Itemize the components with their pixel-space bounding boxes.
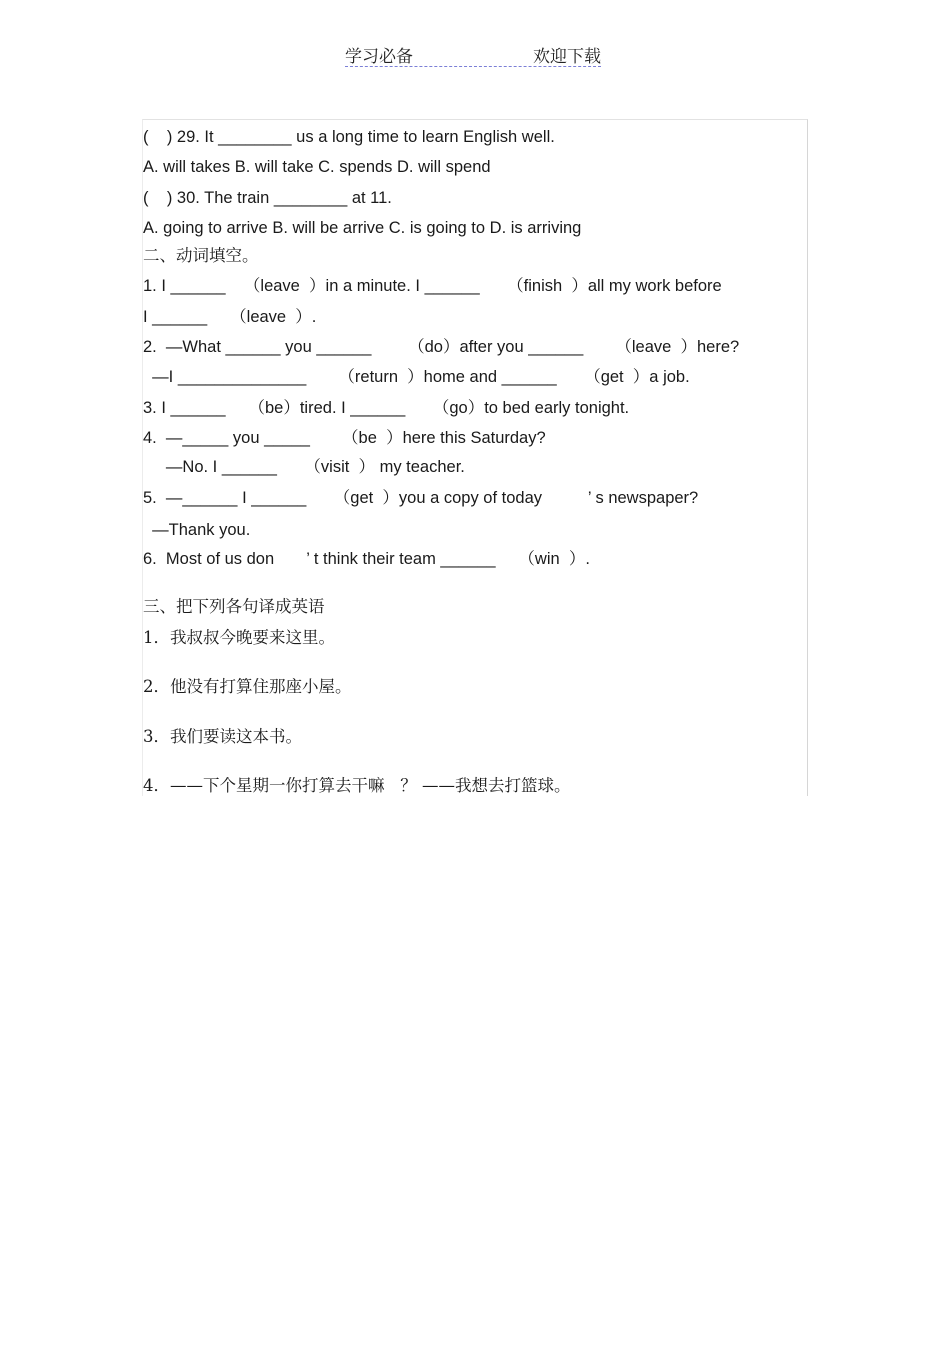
question-30-options: A. going to arrive B. will be arrive C. is going to D. is arriving	[143, 219, 582, 237]
translation-1: 1．我叔叔今晚要来这里。	[143, 628, 335, 647]
verb-fill-4b: —No. I ______ （visit ） my teacher.	[143, 458, 465, 476]
translation-2: 2．他没有打算住那座小屋。	[143, 677, 352, 696]
section-3-heading: 三、把下列各句译成英语	[143, 597, 325, 616]
verb-fill-4a: 4. —_____ you _____ （be ）here this Saturday?	[143, 429, 546, 447]
section-2-heading: 二、动词填空。	[143, 246, 259, 265]
verb-fill-6: 6. Most of us don ’ t think their team ______ （win ）.	[143, 550, 590, 568]
verb-fill-2b: —I ______________ （return ）home and ______ （get ）a job.	[143, 368, 690, 386]
question-30: ( ) 30. The train ________ at 11.	[143, 189, 392, 207]
question-29: ( ) 29. It ________ us a long time to learn English well.	[143, 128, 555, 146]
header-left-text: 学习必备	[345, 47, 413, 67]
verb-fill-1b: I ______ （leave ）.	[143, 308, 317, 326]
question-29-options: A. will takes B. will take C. spends D. will spend	[143, 158, 491, 176]
verb-fill-3: 3. I ______ （be）tired. I ______ （go）to bed early tonight.	[143, 399, 630, 417]
verb-fill-5a: 5. —______ I ______ （get ）you a copy of today ’ s newspaper?	[143, 489, 699, 507]
verb-fill-1a: 1. I ______ （leave ）in a minute. I ______ （finish ）all my work before	[143, 277, 722, 295]
translation-3: 3．我们要读这本书。	[143, 727, 302, 746]
header-right-text: 欢迎下载	[533, 47, 601, 67]
page-header	[345, 42, 601, 67]
translation-4: 4．——下个星期一你打算去干嘛 ？ ——我想去打篮球。	[143, 776, 571, 795]
verb-fill-2a: 2. —What ______ you ______ （do）after you ______ （leave ）here?	[143, 338, 740, 356]
verb-fill-5b: —Thank you.	[143, 521, 251, 539]
